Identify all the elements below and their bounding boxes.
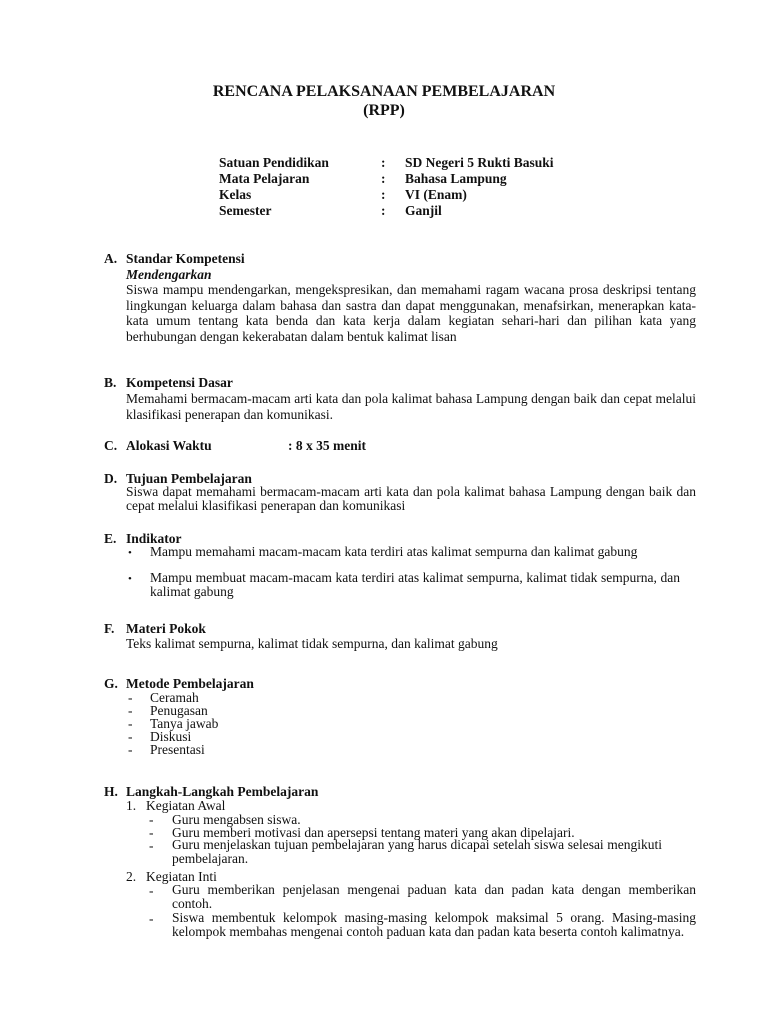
method-item: Ceramah bbox=[150, 690, 199, 705]
section-letter: D. bbox=[104, 471, 118, 486]
allocation-value: : 8 x 35 menit bbox=[288, 438, 366, 453]
step-number: 2. bbox=[126, 869, 137, 884]
section-heading: Kompetensi Dasar bbox=[126, 375, 233, 390]
section-paragraph: Memahami bermacam-macam arti kata dan pola kalimat bahasa Lampung dengan baik dan cepat melalui klasifikasi penerapan dan komunikasi. bbox=[126, 391, 696, 422]
identity-separator: : bbox=[381, 187, 386, 202]
identity-separator: : bbox=[381, 155, 386, 170]
document-title: RENCANA PELAKSANAAN PEMBELAJARAN bbox=[212, 83, 556, 100]
dash-marker: - bbox=[128, 703, 133, 718]
section-heading: Metode Pembelajaran bbox=[126, 676, 254, 691]
indicator-item: Mampu membuat macam-macam kata terdiri atas kalimat sempurna, kalimat tidak sempurna, dan kalimat gabung bbox=[150, 570, 680, 599]
method-item: Penugasan bbox=[150, 703, 208, 718]
step-item: Siswa membentuk kelompok masing-masing kelompok maksimal 5 orang. Masing-masing kelompok membahas mengenai contoh paduan kata dan padan kata beserta contoh kalimatnya. bbox=[172, 910, 696, 939]
section-heading: Langkah-Langkah Pembelajaran bbox=[126, 784, 319, 799]
section-letter: F. bbox=[104, 621, 115, 636]
identity-value: SD Negeri 5 Rukti Basuki bbox=[405, 155, 554, 170]
section-heading: Standar Kompetensi bbox=[126, 251, 245, 266]
step-item: Guru memberikan penjelasan mengenai paduan kata dan padan kata dengan memberikan contoh. bbox=[172, 882, 696, 911]
identity-value: Bahasa Lampung bbox=[405, 171, 507, 186]
identity-label: Semester bbox=[219, 203, 272, 218]
section-subheading: Mendengarkan bbox=[126, 267, 212, 282]
identity-separator: : bbox=[381, 171, 386, 186]
section-heading: Tujuan Pembelajaran bbox=[126, 471, 252, 486]
section-letter: C. bbox=[104, 438, 118, 453]
identity-label: Mata Pelajaran bbox=[219, 171, 310, 186]
dash-marker: - bbox=[149, 812, 154, 827]
dash-marker: - bbox=[128, 716, 133, 731]
identity-label: Kelas bbox=[219, 187, 252, 202]
section-paragraph: Teks kalimat sempurna, kalimat tidak sempurna, dan kalimat gabung bbox=[126, 636, 498, 651]
dash-marker: - bbox=[149, 825, 154, 840]
method-item: Diskusi bbox=[150, 729, 192, 744]
identity-separator: : bbox=[381, 203, 386, 218]
method-item: Tanya jawab bbox=[150, 716, 219, 731]
bullet-icon: • bbox=[128, 547, 132, 559]
dash-marker: - bbox=[128, 729, 133, 744]
section-paragraph: Siswa dapat memahami bermacam-macam arti kata dan pola kalimat bahasa Lampung dengan baik dan cepat melalui klasifikasi penerapan dan komunikasi bbox=[126, 484, 696, 513]
step-item: Guru memberi motivasi dan apersepsi tentang materi yang akan dipelajari. bbox=[172, 825, 575, 840]
section-letter: A. bbox=[104, 251, 118, 266]
identity-value: Ganjil bbox=[405, 203, 442, 218]
section-letter: G. bbox=[104, 676, 118, 691]
step-item: Guru mengabsen siswa. bbox=[172, 812, 301, 827]
dash-marker: - bbox=[128, 742, 133, 757]
section-letter: E. bbox=[104, 531, 117, 546]
section-letter: H. bbox=[104, 784, 118, 799]
step-title: Kegiatan Inti bbox=[146, 869, 217, 884]
document-subtitle: (RPP) bbox=[363, 102, 405, 119]
dash-marker: - bbox=[128, 690, 133, 705]
dash-marker: - bbox=[149, 883, 154, 898]
dash-marker: - bbox=[149, 911, 154, 926]
indicator-item: Mampu memahami macam-macam kata terdiri atas kalimat sempurna dan kalimat gabung bbox=[150, 544, 638, 559]
section-paragraph: Siswa mampu mendengarkan, mengekspresikan, dan memahami ragam wacana prosa deskripsi tentang lingkungan keluarga dalam bahasa dan sastra dan dapat menggunakan, menafsirkan, menerapkan kata-kata umum tentang kata benda dan kata kerja dalam kegiatan sehari-hari dan pilihan kata yang berhubungan dengan kekerabatan dalam bentuk kalimat lisan bbox=[126, 282, 696, 344]
bullet-icon: • bbox=[128, 573, 132, 585]
section-letter: B. bbox=[104, 375, 117, 390]
step-item: Guru menjelaskan tujuan pembelajaran yang harus dicapai setelah siswa selesai mengikuti pembelajaran. bbox=[172, 837, 662, 866]
dash-marker: - bbox=[149, 838, 154, 853]
step-title: Kegiatan Awal bbox=[146, 798, 226, 813]
section-heading: Materi Pokok bbox=[126, 621, 206, 636]
identity-label: Satuan Pendidikan bbox=[219, 155, 329, 170]
section-heading: Indikator bbox=[126, 531, 182, 546]
section-heading: Alokasi Waktu bbox=[126, 438, 212, 453]
identity-value: VI (Enam) bbox=[405, 187, 467, 202]
step-number: 1. bbox=[126, 798, 137, 813]
method-item: Presentasi bbox=[150, 742, 205, 757]
